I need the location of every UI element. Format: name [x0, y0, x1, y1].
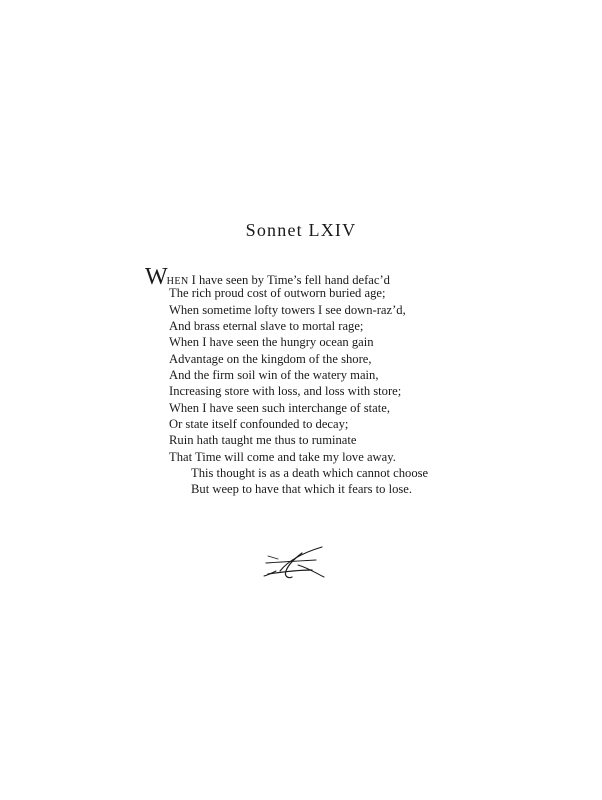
- poem-line-2: The rich proud cost of outworn buried age;: [169, 286, 386, 301]
- poem-line-6: Advantage on the kingdom of the shore,: [169, 351, 372, 366]
- poem-line-3: When sometime lofty towers I see down-raz’d,: [169, 302, 406, 317]
- poem-line-1-text: I have seen by Time’s fell hand defac’d: [188, 273, 390, 287]
- poem-line-12: That Time will come and take my love away.: [169, 449, 396, 464]
- drop-cap: W: [145, 264, 167, 290]
- page-title: Sonnet LXIV: [245, 220, 357, 240]
- sonnet-text: [145, 264, 545, 498]
- poem-line-14: But weep to have that which it fears to lose.: [191, 482, 413, 497]
- poem-line-9: When I have seen such interchange of state,: [169, 400, 390, 415]
- poem-line-4: And brass eternal slave to mortal rage;: [169, 319, 364, 334]
- poem-line-10: Or state itself confounded to decay;: [169, 417, 349, 432]
- poem-line-11: Ruin hath taught me thus to ruminate: [169, 433, 357, 448]
- poem-line-7: And the firm soil win of the watery main,: [169, 368, 379, 383]
- poem-line-8: Increasing store with loss, and loss with store;: [169, 384, 402, 399]
- poem-line-5: When I have seen the hungry ocean gain: [169, 335, 374, 350]
- poem-line-1: [145, 264, 545, 290]
- small-caps: HEN: [166, 276, 189, 287]
- poem-line-13: This thought is as a death which cannot choose: [191, 466, 429, 481]
- calligraphic-flourish-icon: [258, 543, 336, 583]
